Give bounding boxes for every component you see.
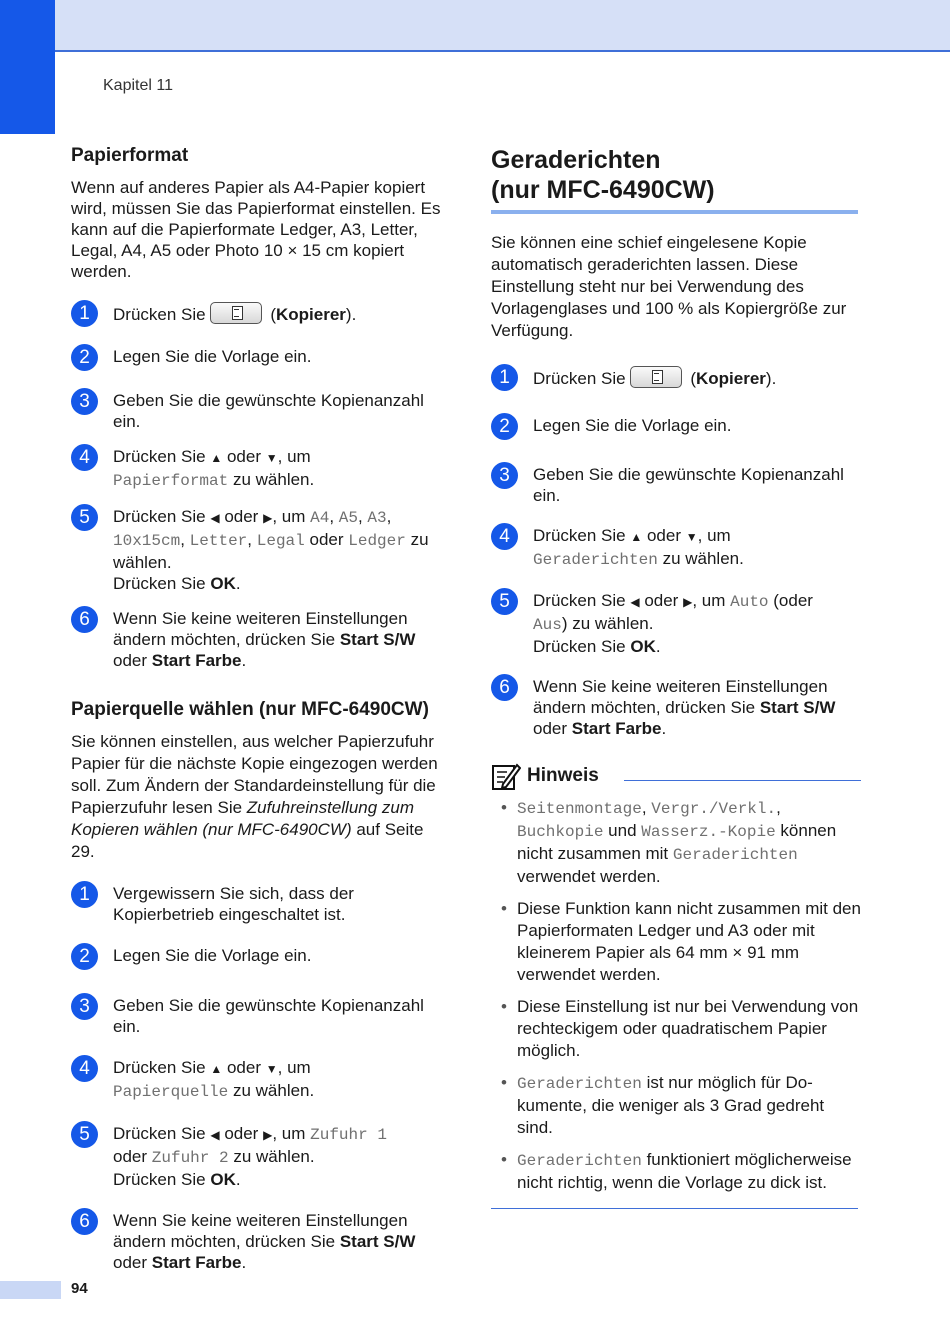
step-text: Drücken Sie <box>113 574 206 593</box>
key-label: Start S/W <box>339 630 416 649</box>
step-2 <box>71 346 443 376</box>
step-text: Geben Sie die gewünschte Kopienanzahl ein. <box>113 996 424 1036</box>
left-arrow-icon: ◀ <box>630 595 640 609</box>
page-number-bar <box>0 1281 61 1299</box>
step-text: oder <box>226 1058 261 1077</box>
step-text: oder <box>113 1253 148 1272</box>
menu-option: 10x15cm <box>113 532 181 550</box>
step-text: zu wählen. <box>113 530 429 572</box>
step-text: (oder <box>773 591 813 610</box>
step-number: 5 <box>71 504 98 531</box>
copy-key-icon <box>210 302 262 324</box>
step-text: Drücken Sie <box>533 369 626 388</box>
right-column <box>491 145 861 1209</box>
section-title-geraderichten <box>491 145 861 205</box>
note-rule <box>624 780 861 781</box>
step-text: , um <box>272 1124 306 1143</box>
step-4 <box>71 446 443 492</box>
step-number: 1 <box>71 300 98 327</box>
step-text: , um <box>692 591 726 610</box>
paren-open: ( <box>265 305 276 324</box>
note-list <box>491 797 861 1194</box>
step-5 <box>491 590 861 657</box>
note-bottom-rule <box>491 1208 858 1209</box>
step-text: zu wählen. <box>232 470 315 489</box>
step-text: oder <box>533 719 568 738</box>
right-arrow-icon: ▶ <box>263 1128 273 1142</box>
step-number: 5 <box>71 1121 98 1148</box>
section-title-papierquelle: Papierquelle wählen (nur MFC-6490CW) <box>71 699 429 720</box>
step-text: Vergewissern Sie sich, dass der Kopierbetrieb eingeschaltet ist. <box>113 884 354 924</box>
menu-option: Geraderichten <box>672 846 798 864</box>
title-line: Geraderichten <box>491 146 661 174</box>
menu-option: A5 <box>338 509 358 527</box>
step-text: Drücken Sie <box>533 526 626 545</box>
menu-option: Zufuhr 2 <box>151 1149 229 1167</box>
step-text: oder <box>309 530 344 549</box>
step-number: 2 <box>71 344 98 371</box>
note-text: verwendet werden. <box>517 867 661 886</box>
menu-option: Buchkopie <box>517 823 604 841</box>
step-text: Drücken Sie <box>533 637 626 656</box>
key-label: OK <box>210 574 236 593</box>
menu-option: Geraderichten <box>517 1152 642 1170</box>
note-title: Hinweis <box>527 765 599 786</box>
title-line: (nur MFC-6490CW) <box>491 176 715 204</box>
menu-option: Ledger <box>348 532 406 550</box>
note-item <box>491 1072 861 1139</box>
step-6 <box>71 608 443 671</box>
page-number: 94 <box>71 1280 88 1297</box>
step-number: 6 <box>491 674 518 701</box>
note-item: • Seitenmontage, Vergr./Verkl., Buchkopie und Wasserz.-Kopie können nicht zusammen mit Geraderichten verwendet werden. <box>491 797 861 888</box>
step-text: oder <box>224 507 259 526</box>
left-arrow-icon: ◀ <box>210 1128 220 1142</box>
step-text: Drücken Sie <box>113 507 206 526</box>
right-arrow-icon: ▶ <box>263 511 273 525</box>
key-label: OK <box>630 637 656 656</box>
step-text: zu wählen. <box>232 1081 315 1100</box>
step-text: Drücken Sie <box>113 1058 206 1077</box>
step-6 <box>71 1210 443 1273</box>
note-text: ist nur möglich für Do-kumente, die weniger als 3 Grad gedreht sind. <box>517 1073 825 1137</box>
step-number: 3 <box>491 462 518 489</box>
key-label: Start Farbe <box>151 651 242 670</box>
down-arrow-icon: ▼ <box>265 1062 278 1076</box>
step-text: Legen Sie die Vorlage ein. <box>113 347 312 366</box>
step-text: . <box>661 719 667 738</box>
step-6 <box>491 676 861 739</box>
step-text: . <box>235 1170 241 1189</box>
step-1 <box>491 366 861 396</box>
step-text: oder <box>226 447 261 466</box>
menu-option: Seitenmontage <box>517 800 642 818</box>
step-number: 4 <box>491 523 518 550</box>
menu-option: Aus <box>533 616 562 634</box>
note-pencil-icon <box>491 761 521 791</box>
step-text: , um <box>697 526 731 545</box>
intro-text: auf Seite 29. <box>71 820 424 861</box>
left-column <box>71 145 443 1273</box>
key-label: Start S/W <box>759 698 836 717</box>
menu-option: Papierquelle <box>113 1083 229 1101</box>
step-text: Wenn Sie keine weiteren Einstellungen ändern möchten, drücken Sie <box>533 677 828 717</box>
papierquelle-intro <box>71 731 443 863</box>
menu-option: Zufuhr 1 <box>310 1126 387 1144</box>
chapter-tab-marker <box>0 0 55 134</box>
step-text: oder <box>113 1147 148 1166</box>
key-label: Kopierer <box>696 369 766 388</box>
step-number: 4 <box>71 1055 98 1082</box>
key-label: OK <box>210 1170 236 1189</box>
note-header <box>491 761 861 791</box>
header-band <box>0 0 950 52</box>
step-number: 3 <box>71 388 98 415</box>
step-text: Wenn Sie keine weiteren Einstellungen ändern möchten, drücken Sie <box>113 609 408 649</box>
step-text: Legen Sie die Vorlage ein. <box>533 416 732 435</box>
step-5 <box>71 1123 443 1190</box>
step-text: Geben Sie die gewünschte Kopienanzahl ein. <box>533 465 844 505</box>
paren-open: ( <box>685 369 696 388</box>
papierformat-intro: Wenn auf anderes Papier als A4-Papier kopiert wird, müssen Sie das Papierformat einstellen. Es kann auf die Papierformate Ledger, A3, Letter, Legal, A4, A5 oder Photo 10 × 15 cm kopiert werden. <box>71 178 441 281</box>
note-item <box>491 1149 861 1194</box>
note-text: und <box>608 821 637 840</box>
paren-close: ). <box>765 369 777 388</box>
step-number: 1 <box>491 364 518 391</box>
menu-option: Vergr./Verkl. <box>651 800 777 818</box>
step-text: Drücken Sie <box>533 591 626 610</box>
key-label: Start Farbe <box>151 1253 242 1272</box>
step-text: Drücken Sie <box>113 1124 206 1143</box>
menu-option: Letter <box>189 532 248 550</box>
step-text: Drücken Sie <box>113 305 206 324</box>
step-1 <box>71 883 443 925</box>
title-underline <box>491 210 858 214</box>
chapter-label: Kapitel 11 <box>103 77 173 94</box>
step-1 <box>71 302 443 332</box>
menu-option: Geraderichten <box>533 551 658 569</box>
step-text: zu wählen. <box>233 1147 315 1166</box>
step-text: . <box>241 1253 247 1272</box>
down-arrow-icon: ▼ <box>685 530 698 544</box>
step-number: 2 <box>71 943 98 970</box>
step-number: 6 <box>71 606 98 633</box>
step-text: oder <box>113 651 148 670</box>
step-number: 2 <box>491 413 518 440</box>
step-text: ) zu wählen. <box>561 614 654 633</box>
intro-text: Sie können einstellen, aus welcher Papierzufuhr Papier für die nächste Kopie eingezogen werden soll. Zum Ändern der Standardeinstellung für die Papierzufuhr lesen Sie <box>71 732 438 817</box>
step-3 <box>71 995 443 1037</box>
step-2 <box>71 945 443 975</box>
step-text: . <box>241 651 247 670</box>
step-text: Legen Sie die Vorlage ein. <box>113 946 312 965</box>
menu-option: Wasserz.-Kopie <box>641 823 776 841</box>
step-text: , um <box>272 507 306 526</box>
menu-option: Legal <box>256 532 305 550</box>
step-3 <box>71 390 443 432</box>
section-title-papierformat: Papierformat <box>71 145 189 166</box>
step-text: Geben Sie die gewünschte Kopienanzahl ein. <box>113 391 424 431</box>
step-text: zu wählen. <box>662 549 744 568</box>
step-text: oder <box>644 591 679 610</box>
cross-reference: Zufuhreinstellung zum Kopieren wählen (nur MFC-6490CW) <box>71 798 415 839</box>
key-label: Start Farbe <box>571 719 662 738</box>
step-text: Drücken Sie <box>113 447 206 466</box>
step-number: 5 <box>491 588 518 615</box>
menu-option: A4 <box>310 509 330 527</box>
step-text: Drücken Sie <box>113 1170 206 1189</box>
menu-option: Auto <box>730 593 769 611</box>
step-number: 1 <box>71 881 98 908</box>
key-label: Start S/W <box>339 1232 416 1251</box>
step-4 <box>491 525 861 571</box>
step-3 <box>491 464 861 506</box>
step-2 <box>491 415 861 445</box>
up-arrow-icon: ▲ <box>210 1062 223 1076</box>
down-arrow-icon: ▼ <box>265 451 278 465</box>
copy-key-icon <box>630 366 682 388</box>
step-number: 6 <box>71 1208 98 1235</box>
up-arrow-icon: ▲ <box>630 530 643 544</box>
menu-option: Papierformat <box>113 472 229 490</box>
step-text: oder <box>646 526 681 545</box>
step-number: 4 <box>71 444 98 471</box>
menu-option: Geraderichten <box>517 1075 642 1093</box>
geraderichten-intro: Sie können eine schief eingelesene Kopie automatisch geraderichten lassen. Diese Einstellung steht nur bei Verwendung des Vorlagenglases und 100 % als Kopiergröße zur Verfügung. <box>491 233 847 340</box>
note-item: • Diese Funktion kann nicht zusammen mit den Papierformaten Ledger und A3 oder mit kleinerem Papier als 64 mm × 91 mm verwendet werden. <box>491 898 861 986</box>
step-text: , um <box>277 447 311 466</box>
step-text: Wenn Sie keine weiteren Einstellungen ändern möchten, drücken Sie <box>113 1211 408 1251</box>
note-text: können nicht zusammen mit <box>517 821 837 863</box>
key-label: Kopierer <box>276 305 346 324</box>
left-arrow-icon: ◀ <box>210 511 220 525</box>
step-5: 5 Drücken Sie ◀ oder ▶, um A4, A5, A3, 10x15cm, Letter, Legal oder Ledger zu wählen. Drücken Sie OK. <box>71 506 443 594</box>
step-number: 3 <box>71 993 98 1020</box>
right-arrow-icon: ▶ <box>683 595 693 609</box>
step-4 <box>71 1057 443 1103</box>
paren-close: ). <box>345 305 357 324</box>
note-item: • Diese Einstellung ist nur bei Verwendung von rechteckigem oder quadratischem Papier möglich. <box>491 996 861 1062</box>
step-text: . <box>655 637 661 656</box>
step-text: . <box>235 574 241 593</box>
menu-option: A3 <box>367 509 387 527</box>
up-arrow-icon: ▲ <box>210 451 223 465</box>
step-text: oder <box>224 1124 259 1143</box>
note-text: funktioniert möglicherweise nicht richtig, wenn die Vorlage zu dick ist. <box>517 1150 852 1192</box>
step-text: , um <box>277 1058 311 1077</box>
